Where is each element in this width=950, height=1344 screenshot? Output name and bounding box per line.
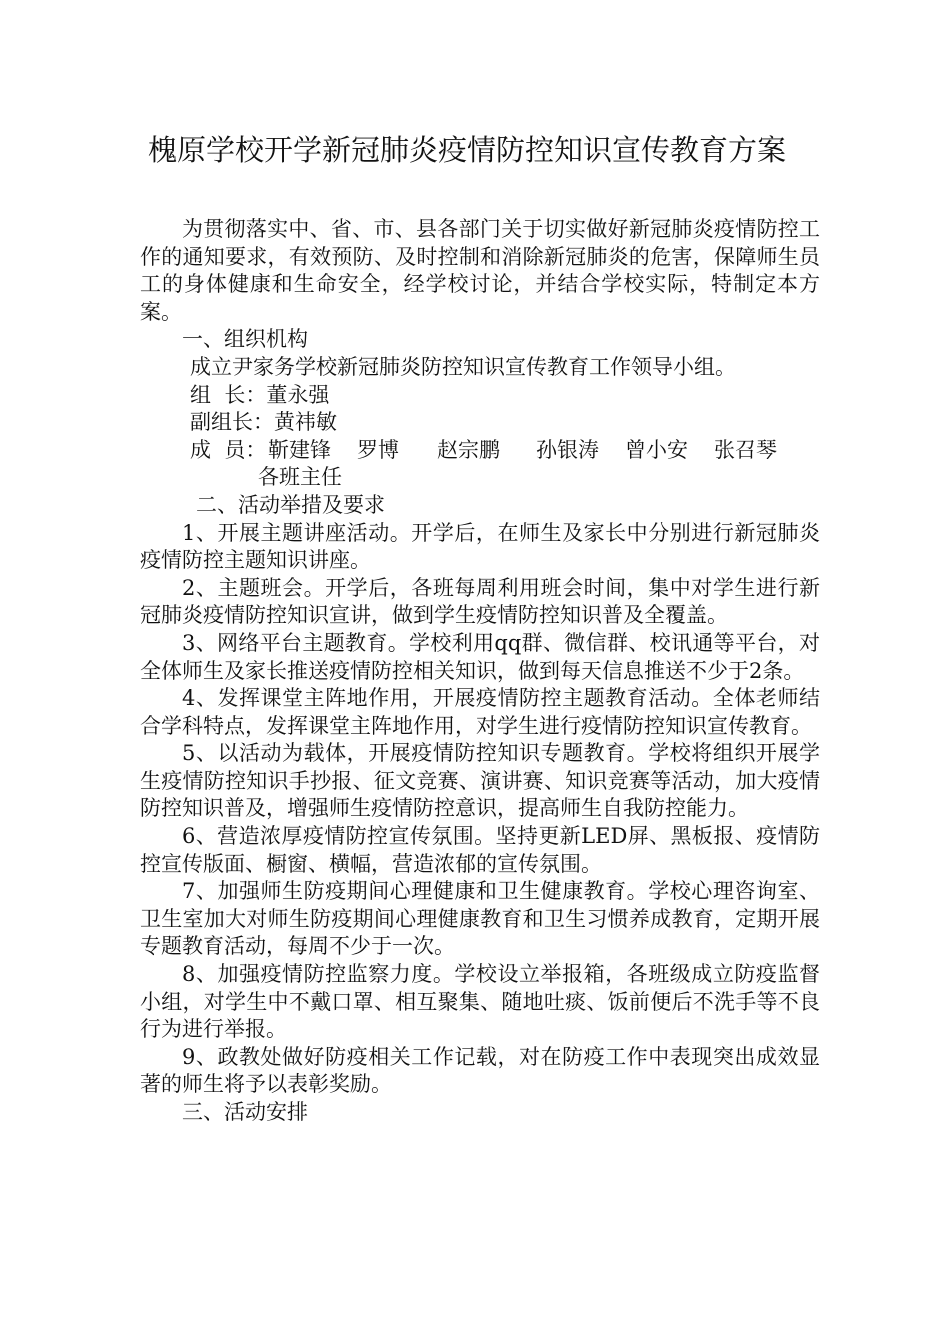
section-heading-organization: 一、组织机构 (182, 327, 308, 352)
activity-item: 6、营造浓厚疫情防控宣传氛围。坚持更新LED屏、黑板报、疫情防控宣传版面、橱窗、横幅，营造浓郁的宣传氛围。 (140, 824, 820, 876)
member-name: 罗博 (357, 437, 399, 462)
document-title: 槐原学校开学新冠肺炎疫情防控知识宣传教育方案 (148, 133, 787, 167)
activity-item: 3、网络平台主题教育。学校利用qq群、微信群、校讯通等平台，对全体师生及家长推送疫情防控相关知识，做到每天信息推送不少于2条。 (140, 630, 820, 683)
activity-item: 8、加强疫情防控监察力度。学校设立举报箱，各班级成立防疫监督小组，对学生中不戴口罩、相互聚集、随地吐痰、饭前便后不洗手等不良行为进行举报。 (140, 962, 820, 1042)
document-body (140, 216, 820, 1127)
activity-item: 7、加强师生防疫期间心理健康和卫生健康教育。学校心理咨询室、卫生室加大对师生防疫期间心理健康教育和卫生习惯养成教育，定期开展专题教育活动，每周不少于一次。 (140, 879, 820, 959)
member-name: 赵宗鹏 (437, 437, 500, 462)
intro-paragraph: 为贯彻落实中、省、市、县各部门关于切实做好新冠肺炎疫情防控工作的通知要求，有效预防、及时控制和消除新冠肺炎的危害，保障师生员工的身体健康和生命安全，经学校讨论，并结合学校实际，特制定本方案。 (140, 217, 820, 324)
activity-item: 2、主题班会。开学后，各班每周利用班会时间，集中对学生进行新冠肺炎疫情防控知识宣讲，做到学生疫情防控知识普及全覆盖。 (140, 575, 820, 628)
members-extra: 各班主任 (258, 465, 342, 490)
section-heading-schedule: 三、活动安排 (182, 1100, 308, 1124)
activity-item: 4、发挥课堂主阵地作用，开展疫情防控主题教育活动。全体老师结合学科特点，发挥课堂主阵地作用，对学生进行疫情防控知识宣传教育。 (140, 686, 820, 738)
section-heading-activities: 二、活动举措及要求 (196, 492, 385, 517)
member-name: 张召琴 (714, 437, 777, 462)
activity-item: 5、以活动为载体，开展疫情防控知识专题教育。学校将组织开展学生疫情防控知识手抄报、征文竞赛、演讲赛、知识竞赛等活动，加大疫情防控知识普及，增强师生疫情防控意识，提高师生自我防控能力。 (140, 741, 820, 821)
group-members (140, 437, 820, 465)
group-leader: 组 长：董永强 (190, 382, 330, 407)
member-name: 孙银涛 (536, 437, 599, 462)
group-established-text: 成立尹家务学校新冠肺炎防控知识宣传教育工作领导小组。 (190, 354, 736, 379)
activity-item: 9、政教处做好防疫相关工作记载，对在防疫工作中表现突出成效显著的师生将予以表彰奖励。 (140, 1044, 820, 1097)
group-deputy-leader: 副组长：黄祎敏 (190, 410, 337, 435)
member-name: 靳建锋 (268, 437, 331, 462)
members-label: 成 员： (190, 437, 267, 462)
member-name: 曾小安 (625, 437, 688, 462)
activity-item: 1、开展主题讲座活动。开学后，在师生及家长中分别进行新冠肺炎疫情防控主题知识讲座。 (140, 520, 820, 573)
